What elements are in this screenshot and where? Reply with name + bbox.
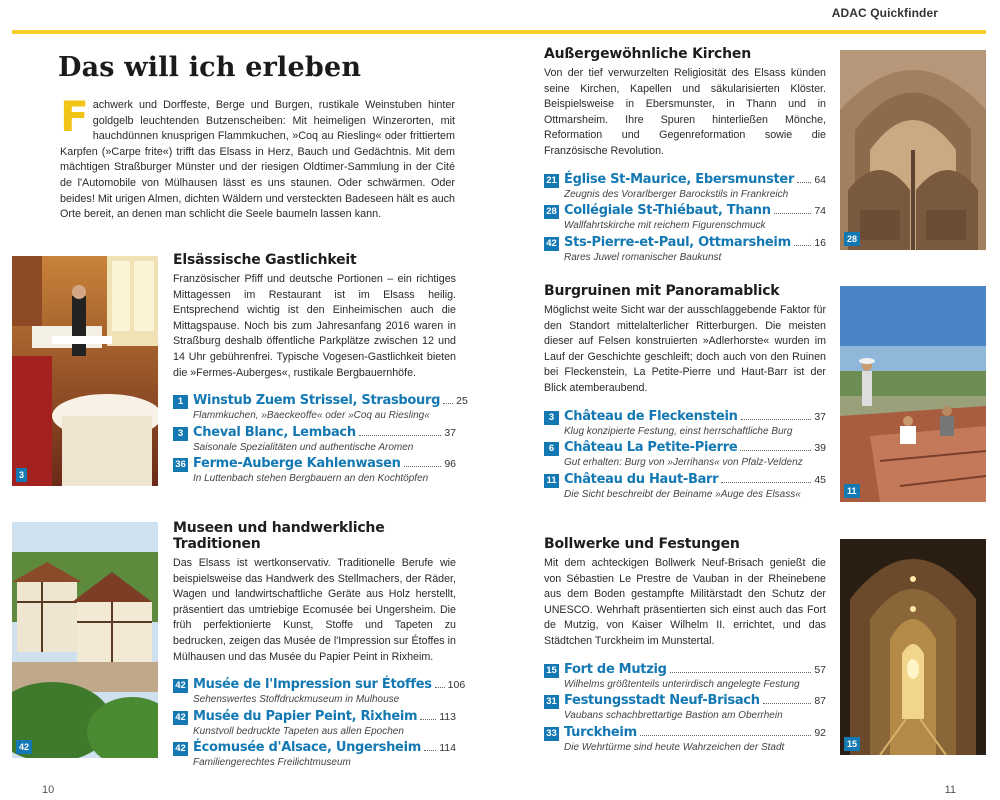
section-museen xyxy=(173,520,466,772)
section-heading: Bollwerke und Festungen xyxy=(544,536,740,552)
map-number-badge: 1 xyxy=(173,395,188,409)
leader-dots xyxy=(420,719,436,720)
photo-badge: 11 xyxy=(844,484,860,498)
entry-page: 57 xyxy=(814,663,826,676)
entry-title[interactable]: Écomusée d'Alsace, Ungersheim xyxy=(193,740,421,756)
section-heading: Burgruinen mit Panoramablick xyxy=(544,283,780,299)
entry-title[interactable]: Musée de l'Impression sur Étoffes xyxy=(193,677,432,693)
entry-description: Gut erhalten: Burg von »Jerrihans« von Pfalz-Veldenz xyxy=(564,457,803,469)
entry-page: 37 xyxy=(814,410,826,423)
photo-badge: 42 xyxy=(16,740,32,754)
leader-dots xyxy=(404,466,442,467)
entry-title[interactable]: Église St-Maurice, Ebersmunster xyxy=(564,171,795,187)
castle-panorama-photo xyxy=(840,286,986,502)
section-burgruinen xyxy=(544,283,826,503)
page-number-left: 10 xyxy=(42,784,55,796)
entry-page: 106 xyxy=(447,679,466,692)
entry-description: Sehenswertes Stoffdruckmuseum in Mulhouse xyxy=(193,694,400,706)
entry-description: Die Sicht beschreibt der Beiname »Auge des Elsass« xyxy=(564,488,801,500)
list-item[interactable] xyxy=(544,662,826,694)
map-number-badge: 6 xyxy=(544,442,559,456)
section-text: Möglichst weite Sicht war der ausschlaggebende Faktor für den Standort mittelalterlicher Ritterburgen. Die meisten dieser auf Felsen konstruierten »Adlerhorste« wurden im Lauf der Geschichte geschleift; doch auch von den Ruinen bei Fleckenstein, La Petite-Pierre und Haut-Barr ist der Blick atemberaubend. xyxy=(544,304,826,394)
leader-dots xyxy=(797,182,811,183)
entry-description: Wilhelms größtenteils unterirdisch angelegte Festung xyxy=(564,678,800,690)
map-number-badge: 42 xyxy=(173,711,188,725)
header-label: ADAC Quickfinder xyxy=(831,6,938,20)
entry-description: Saisonale Spezialitäten und authentische Aromen xyxy=(193,441,414,453)
page-title: Das will ich erleben xyxy=(58,52,362,83)
list-item[interactable] xyxy=(544,725,826,757)
map-number-badge: 42 xyxy=(544,237,559,251)
section-heading: Elsässische Gastlichkeit xyxy=(173,252,357,268)
leader-dots xyxy=(443,403,453,404)
map-number-badge: 3 xyxy=(544,411,559,425)
entry-page: 96 xyxy=(444,458,456,471)
entry-list xyxy=(173,393,468,488)
restaurant-photo xyxy=(12,256,158,486)
list-item[interactable] xyxy=(544,472,826,504)
section-text: Französischer Pfiff und deutsche Portionen – ein richtiges Mittagessen im Restaurant ist im Elsass heilig. Entsprechend wichtig ist den Einheimischen auch die Mittagspause. Noch bis zum Jahresanfang 2016 waren in Straßburg deshalb öffentliche Parkplätze zwischen 12 und 14 Uhr gebührenfrei. Typische Vogesen-Gastlichkeit bieten die »Fermes-Auberges«, rustikale Bergbauernhöfe. xyxy=(173,273,456,379)
leader-dots xyxy=(741,419,812,420)
entry-list xyxy=(173,677,466,772)
entry-page: 114 xyxy=(439,742,456,755)
entry-page: 87 xyxy=(814,695,826,708)
list-item[interactable] xyxy=(544,409,826,441)
map-number-badge: 31 xyxy=(544,695,559,709)
leader-dots xyxy=(774,213,812,214)
entry-title[interactable]: Château de Fleckenstein xyxy=(564,408,738,424)
leader-dots xyxy=(670,672,812,673)
entry-title[interactable]: Château La Petite-Pierre xyxy=(564,440,738,456)
entry-page: 45 xyxy=(814,473,826,486)
photo-badge: 3 xyxy=(16,468,27,482)
entry-description: Rares Juwel romanischer Baukunst xyxy=(564,251,722,263)
leader-dots xyxy=(435,687,445,688)
leader-dots xyxy=(794,245,811,246)
section-heading: Außergewöhnliche Kirchen xyxy=(544,46,751,62)
entry-page: 64 xyxy=(814,173,826,186)
entry-description: Wallfahrtskirche mit reichem Figurenschmuck xyxy=(564,220,766,232)
entry-title[interactable]: Festungsstadt Neuf-Brisach xyxy=(564,693,760,709)
entry-list xyxy=(544,662,826,757)
entry-list xyxy=(544,172,826,267)
section-text: Mit dem achteckigen Bollwerk Neuf-Brisach genießt die von Sébastien Le Prestre de Vauban in der Rheinebene aus dem Boden gestampfte Militärstadt den Schutz der UNESCO. Wehrhaft präsentierten sich einst auch das Fort de Mutzig, von Kaiser Wilhelm II. errichtet, und das Städtchen Turckheim im Munstertal. xyxy=(544,557,826,647)
church-portal-photo xyxy=(840,50,986,250)
entry-title[interactable]: Winstub Zuem Strissel, Strasbourg xyxy=(193,393,441,409)
header-rule xyxy=(12,30,986,34)
leader-dots xyxy=(424,750,436,751)
entry-description: Familiengerechtes Freilichtmuseum xyxy=(193,757,351,769)
leader-dots xyxy=(359,435,442,436)
entry-description: Vaubans schachbrettartige Bastion am Oberrhein xyxy=(564,710,783,722)
museum-village-photo xyxy=(12,522,158,758)
intro-text: achwerk und Dorffeste, Berge und Burgen, rustikale Weinstuben hinter goldgelb leuchtenden Butzenscheiben: Mit heimeligen Winzerorten, mit hauchdünnen knusprigen Flammkuchen, »Coq au Riesling« oder frittiertem Karpfen (»Carpe frite«) trifft das Elsass in Herz, Bauch und Gedächtnis. Mit dem mächtigen Straßburger Münster und der riesigen Oldtimer-Sammlung in der Cité de l'Automobile von Mülhausen lässt es uns staunen. Oder schwärmen. Oder beides! Mit urigen Almen, dichten Wäldern und versteckten Badeseen hält es auch Orte bereit, an denen man schlicht die Seele baumeln lassen kann. xyxy=(60,99,455,221)
list-item[interactable] xyxy=(544,172,826,204)
entry-title[interactable]: Ferme-Auberge Kahlenwasen xyxy=(193,456,401,472)
map-number-badge: 11 xyxy=(544,474,559,488)
section-bollwerke xyxy=(544,536,826,756)
entry-description: Kunstvoll bedruckte Tapeten aus allen Epochen xyxy=(193,725,404,737)
leader-dots xyxy=(721,482,811,483)
entry-title[interactable]: Turckheim xyxy=(564,724,637,740)
map-number-badge: 28 xyxy=(544,205,559,219)
entry-title[interactable]: Cheval Blanc, Lembach xyxy=(193,424,356,440)
map-number-badge: 33 xyxy=(544,727,559,741)
list-item[interactable] xyxy=(544,440,826,472)
drop-cap: F xyxy=(60,92,89,141)
entry-page: 37 xyxy=(444,426,456,439)
leader-dots xyxy=(640,735,811,736)
map-number-badge: 3 xyxy=(173,427,188,441)
entry-title[interactable]: Collégiale St-Thiébaut, Thann xyxy=(564,203,771,219)
entry-title[interactable]: Musée du Papier Peint, Rixheim xyxy=(193,708,418,724)
leader-dots xyxy=(763,703,812,704)
map-number-badge: 42 xyxy=(173,679,188,693)
map-number-badge: 21 xyxy=(544,174,559,188)
entry-page: 16 xyxy=(814,236,826,249)
entry-description: In Luttenbach stehen Bergbauern an den Kochtöpfen xyxy=(193,473,429,485)
list-item[interactable] xyxy=(544,235,826,267)
section-text: Von der tief verwurzelten Religiosität des Elsass künden seine Kirchen, Kapellen und säkularisierten Klöster. Beispielsweise in Ebersmunster, in Thann und in Ottmarsheim. Ihre Spuren hinterließen Mönche, Reformation und Gegenreformation sowie die Französische Revolution. xyxy=(544,67,826,157)
entry-title[interactable]: Fort de Mutzig xyxy=(564,661,667,677)
section-text: Das Elsass ist wertkonservativ. Traditionelle Berufe wie beispielsweise das Handwerk des Stellmachers, der Räder, Wagen und landwirtschaftliche Geräte aus Holz herstellt, präsentiert das umtriebige Ecomusée bei Ungersheim. Die früh perfektionierte Kunst, Stoffe und Tapeten zu bedrucken, zeigen das Musée de l'Impression sur Étoffes in Mülhausen und das Musée du Papier Peint in Rixheim. xyxy=(173,557,456,663)
entry-page: 113 xyxy=(439,710,456,723)
entry-page: 92 xyxy=(814,726,826,739)
section-heading: Museen und handwerkliche Traditionen xyxy=(173,520,385,552)
fort-tunnel-photo xyxy=(840,539,986,755)
map-number-badge: 15 xyxy=(544,664,559,678)
section-gastlichkeit xyxy=(173,252,468,488)
list-item[interactable] xyxy=(173,709,456,741)
list-item[interactable] xyxy=(173,677,466,709)
entry-description: Flammkuchen, »Baeckeoffe« oder »Coq au Riesling« xyxy=(193,410,430,422)
entry-page: 39 xyxy=(814,442,826,455)
list-item[interactable] xyxy=(173,456,456,488)
list-item[interactable] xyxy=(173,393,468,425)
intro-paragraph xyxy=(60,92,455,223)
entry-description: Die Wehrtürme sind heute Wahrzeichen der Stadt xyxy=(564,741,785,753)
entry-page: 74 xyxy=(814,205,826,218)
entry-description: Klug konzipierte Festung, einst herrschaftliche Burg xyxy=(564,425,793,437)
page-number-right: 11 xyxy=(944,784,956,796)
list-item[interactable] xyxy=(173,425,456,457)
entry-title[interactable]: Château du Haut-Barr xyxy=(564,471,719,487)
list-item[interactable] xyxy=(173,740,456,772)
entry-page: 25 xyxy=(456,395,468,408)
photo-badge: 28 xyxy=(844,232,860,246)
list-item[interactable] xyxy=(544,203,826,235)
photo-badge: 15 xyxy=(844,737,860,751)
leader-dots xyxy=(740,450,811,451)
map-number-badge: 42 xyxy=(173,742,188,756)
entry-description: Zeugnis des Vorarlberger Barockstils in Frankreich xyxy=(564,188,789,200)
list-item[interactable] xyxy=(544,693,826,725)
entry-list xyxy=(544,409,826,504)
section-kirchen xyxy=(544,46,826,266)
entry-title[interactable]: Sts-Pierre-et-Paul, Ottmarsheim xyxy=(564,234,791,250)
map-number-badge: 36 xyxy=(173,458,188,472)
